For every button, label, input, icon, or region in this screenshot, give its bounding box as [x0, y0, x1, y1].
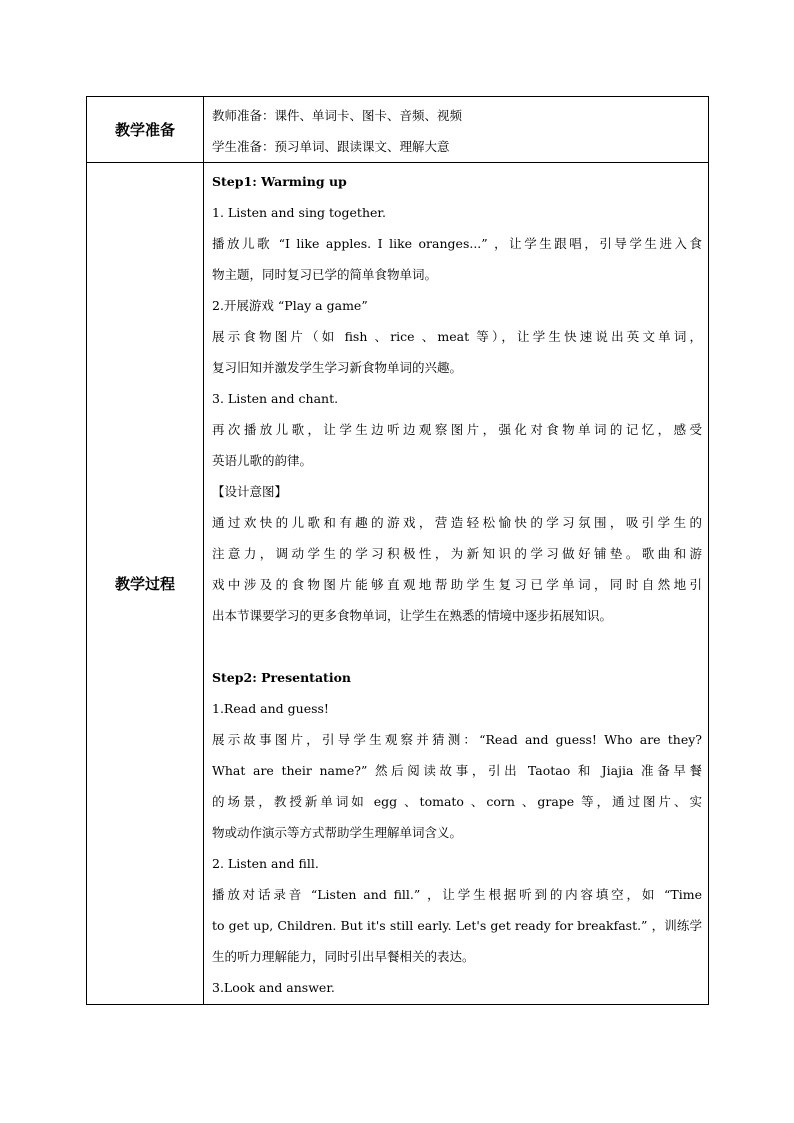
text-line: 1.Read and guess! [212, 701, 329, 716]
text-line: 注意力，调动学生的学习积极性，为新知识的学习做好铺垫。歌曲和游 [212, 546, 702, 561]
text-line: 出本节课要学习的更多食物单词，让学生在熟悉的情境中逐步拓展知识。 [212, 608, 613, 623]
step1-heading: Step1: Warming up [212, 174, 347, 189]
blank-line [212, 631, 702, 662]
step2-heading: Step2: Presentation [212, 670, 351, 685]
lesson-plan-table [86, 96, 709, 1005]
design-intent-heading: 【设计意图】 [212, 484, 288, 499]
text-line: 2.开展游戏 “Play a game” [212, 298, 368, 313]
text-line: 1. Listen and sing together. [212, 205, 386, 220]
text-line: 的场景，教授新单词如 egg 、tomato 、corn 、grape 等，通过图片、实 [212, 794, 702, 809]
text-line: 通过欢快的儿歌和有趣的游戏，营造轻松愉快的学习氛围，吸引学生的 [212, 515, 702, 530]
text-line: 再次播放儿歌，让学生边听边观察图片，强化对食物单词的记忆，感受 [212, 422, 702, 437]
text-line: 展示故事图片，引导学生观察并猜测：“Read and guess! Who are they? [212, 732, 702, 747]
text-line: What are their name?” 然后阅读故事，引出 Taotao 和 Jiajia 准备早餐 [212, 763, 702, 778]
process-row [87, 163, 709, 1005]
text-line: 物或动作演示等方式帮助学生理解单词含义。 [212, 825, 463, 840]
prep-content [204, 97, 709, 163]
text-line: 播放对话录音 “Listen and fill.” ，让学生根据听到的内容填空，如 “Time [212, 887, 702, 902]
text-line: 戏中涉及的食物图片能够直观地帮助学生复习已学单词，同时自然地引 [212, 577, 702, 592]
text-line: 播放儿歌 “I like apples. I like oranges...” ，让学生跟唱，引导学生进入食 [212, 236, 702, 251]
process-label: 教学过程 [87, 163, 204, 1005]
text-line: 生的听力理解能力，同时引出早餐相关的表达。 [212, 949, 475, 964]
text-line: 2. Listen and fill. [212, 856, 319, 871]
teacher-prep-line: 教师准备：课件、单词卡、图卡、音频、视频 [212, 108, 463, 123]
text-line: to get up, Children. But it's still early. Let's get ready for breakfast.” ，训练学 [212, 918, 702, 933]
text-line: 复习旧知并激发学生学习新食物单词的兴趣。 [212, 360, 463, 375]
text-line: 3.Look and answer. [212, 980, 335, 995]
text-line: 3. Listen and chant. [212, 391, 339, 406]
process-content [204, 163, 709, 1005]
prep-row [87, 97, 709, 163]
prep-label: 教学准备 [87, 97, 204, 163]
text-line: 英语儿歌的韵律。 [212, 453, 313, 468]
text-line: 物主题，同时复习已学的简单食物单词。 [212, 267, 438, 282]
student-prep-line: 学生准备：预习单词、跟读课文、理解大意 [212, 139, 450, 154]
text-line: 展示食物图片（如 fish 、rice 、meat 等），让学生快速说出英文单词， [212, 329, 702, 344]
